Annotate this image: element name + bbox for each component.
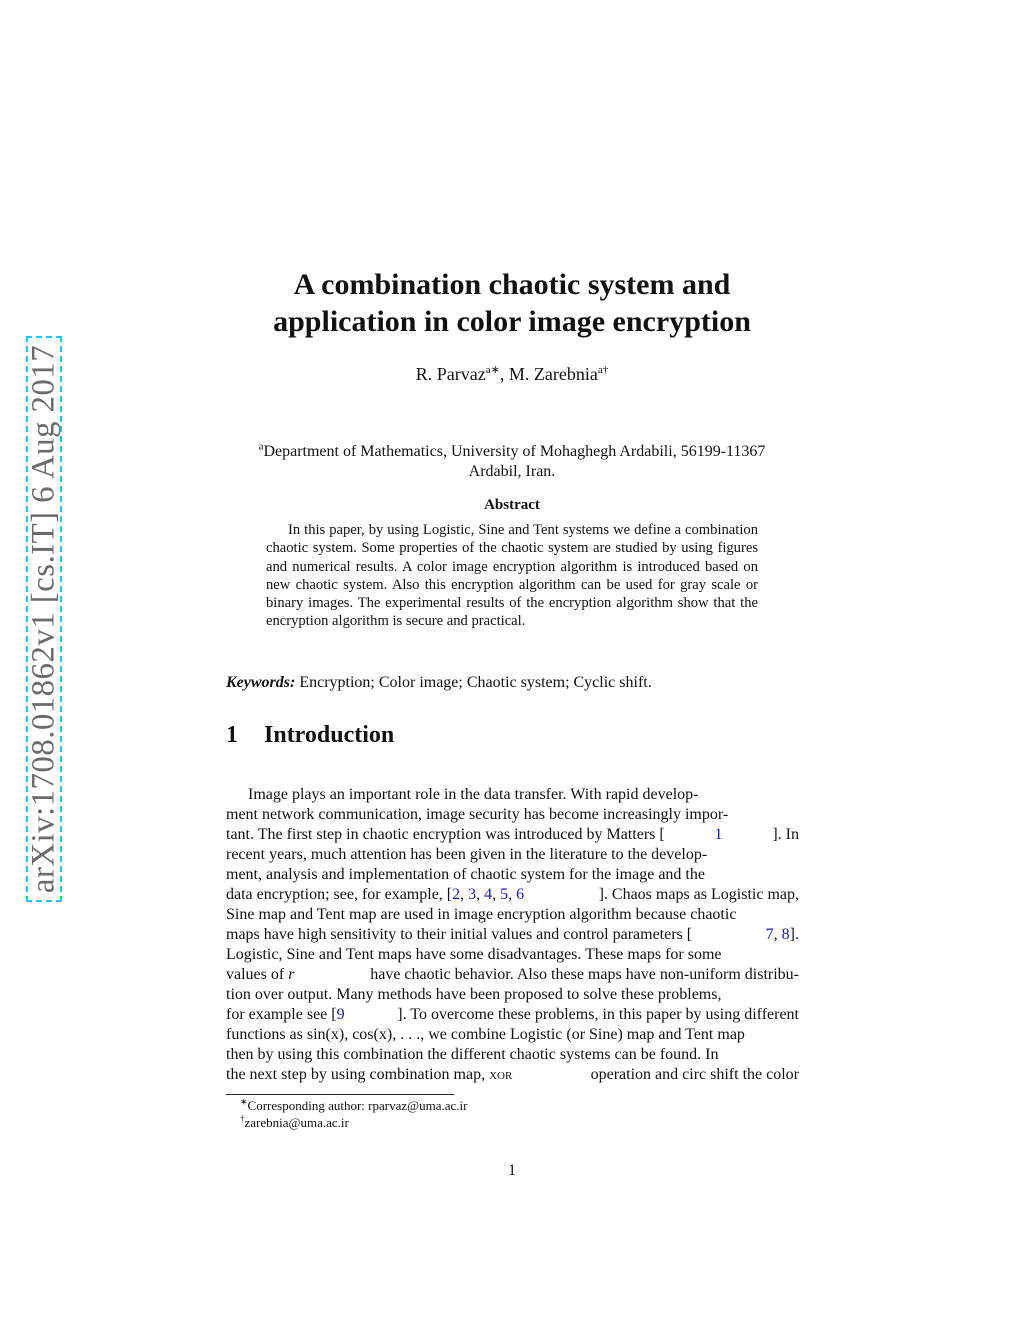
author-1-mark: a∗ xyxy=(485,364,500,376)
author-2-mark: a† xyxy=(597,364,609,376)
citation-link[interactable]: 1 xyxy=(714,826,723,843)
citation-link[interactable]: 3 xyxy=(468,886,477,903)
intro-text: ]. In xyxy=(772,826,799,843)
intro-paragraph xyxy=(226,785,799,1085)
citation-link[interactable]: 4 xyxy=(484,886,493,903)
intro-line xyxy=(226,1065,799,1085)
intro-line: maps have high sensitivity to their initial values and control parameters [ 7, 8]. xyxy=(226,926,799,943)
footnotes xyxy=(240,1097,467,1131)
intro-line: ment, analysis and implementation of chaotic system for the image and the xyxy=(226,866,705,883)
intro-text: ]. Chaos maps as Logistic map, xyxy=(598,886,799,903)
citation-link[interactable]: 6 xyxy=(516,886,525,903)
affiliation-mark: a xyxy=(258,440,264,453)
author-2: M. Zarebnia xyxy=(508,364,598,384)
affiliation xyxy=(0,442,1024,482)
affiliation-line-2: Ardabil, Iran. xyxy=(468,463,556,480)
citation-link[interactable]: 9 xyxy=(336,1006,345,1023)
page-number: 1 xyxy=(508,1162,516,1179)
footnote-2 xyxy=(240,1114,467,1131)
intro-text: have chaotic behavior. Also these maps have non-uniform distribu- xyxy=(366,966,799,983)
abstract-text: In this paper, by using Logistic, Sine and Tent systems we define a combination chaotic system. Some properties of the chaotic system are studied by using figures and numerical results. A color image encryption algorithm is introduced based on new chaotic system. Also this encryption algorithm can be used for gray scale or binary images. The experimental results of the encryption algorithm show that the encryption algorithm is secure and practical. xyxy=(266,522,758,630)
footnote-rule xyxy=(226,1094,454,1095)
intro-text: ]. To overcome these problems, in this paper by using different xyxy=(397,1006,799,1023)
footnote-1 xyxy=(240,1097,467,1114)
intro-text: data encryption; see, for example, [2, 3, 4, 5, 6 xyxy=(226,886,525,903)
abstract-heading: Abstract xyxy=(484,497,540,513)
author-separator: , xyxy=(499,364,509,384)
arxiv-identifier[interactable]: arXiv:1708.01862v1 [cs.IT] 6 Aug 2017 xyxy=(25,344,62,894)
citation-link[interactable]: 7 xyxy=(765,926,774,943)
footnote-text: Corresponding author: rparvaz@uma.ac.ir xyxy=(247,1098,468,1113)
intro-line xyxy=(226,885,799,905)
intro-line: then by using this combination the different chaotic systems can be found. In xyxy=(226,1046,719,1063)
title-line-2: application in color image encryption xyxy=(273,305,751,338)
section-title: Introduction xyxy=(264,722,395,748)
author-1: R. Parvaz xyxy=(415,364,486,384)
intro-line: Logistic, Sine and Tent maps have some disadvantages. These maps for some xyxy=(226,946,722,963)
affiliation-line-1: Department of Mathematics, University of Mohaghegh Ardabili, 56199-11367 xyxy=(263,443,766,460)
intro-text: values of xyxy=(226,966,289,983)
footnote-mark: † xyxy=(240,1113,245,1124)
intro-line: Image plays an important role in the data transfer. With rapid develop- xyxy=(248,786,699,803)
intro-line: functions as sin(x), cos(x), . . ., we combine Logistic (or Sine) map and Tent map xyxy=(226,1026,745,1043)
math-r: r xyxy=(288,966,295,983)
paper-title xyxy=(0,266,1024,340)
citation-link[interactable]: 5 xyxy=(500,886,509,903)
intro-line: recent years, much attention has been given in the literature to the develop- xyxy=(226,846,708,863)
intro-text: the next step by using combination map, xyxy=(226,1066,490,1083)
footnote-mark: ∗ xyxy=(240,1096,248,1107)
intro-line: ment network communication, image security has become increasingly impor- xyxy=(226,806,729,823)
intro-line xyxy=(226,1005,799,1025)
intro-text: ]. xyxy=(789,926,799,943)
intro-line xyxy=(226,965,799,985)
footnote-text: zarebnia@uma.ac.ir xyxy=(244,1115,349,1130)
section-heading xyxy=(226,722,394,749)
keywords-label: Keywords: xyxy=(226,674,296,691)
citation-link[interactable]: 8 xyxy=(781,926,790,943)
intro-line: Sine map and Tent map are used in image encryption algorithm because chaotic xyxy=(226,906,737,923)
intro-line: tion over output. Many methods have been proposed to solve these problems, xyxy=(226,986,722,1003)
title-line-1: A combination chaotic system and xyxy=(293,268,731,301)
section-number: 1 xyxy=(226,722,238,748)
xor-term: xor xyxy=(489,1066,513,1083)
intro-text: tant. The first step in chaotic encryption was introduced by Matters [ xyxy=(226,826,665,843)
intro-text: maps have high sensitivity to their initial values and control parameters [ xyxy=(226,926,693,943)
intro-text: operation and circ shift the color xyxy=(586,1066,799,1083)
intro-text: data encryption; see, for example, [ xyxy=(226,886,453,903)
citation-link[interactable]: 2 xyxy=(452,886,461,903)
keywords xyxy=(226,674,798,692)
author-list xyxy=(0,364,1024,385)
intro-line xyxy=(226,825,799,845)
intro-text: for example see [ xyxy=(226,1006,337,1023)
keywords-text: Encryption; Color image; Chaotic system; Cyclic shift. xyxy=(295,674,652,691)
